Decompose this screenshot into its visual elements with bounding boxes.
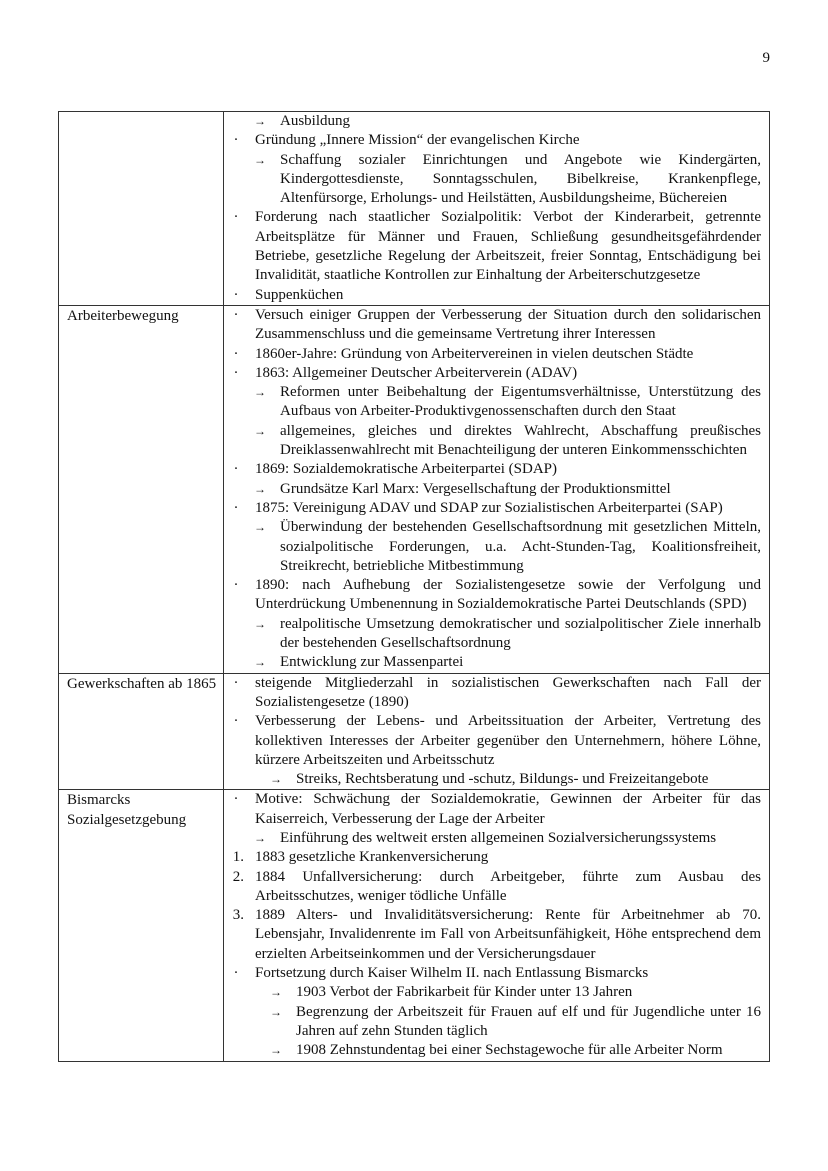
- topic-label: Arbeiterbewegung: [67, 307, 179, 324]
- bullet-icon: ·: [233, 713, 239, 730]
- bullet-icon: ·: [233, 461, 239, 478]
- arrow-item: [224, 422, 761, 461]
- arrow-item: [224, 383, 761, 422]
- bullet-item: [224, 712, 761, 770]
- bullet-item: [224, 460, 761, 479]
- arrow-item: [224, 1003, 761, 1042]
- item-text: Ausbildung: [280, 113, 351, 129]
- item-text: 1863: Allgemeiner Deutscher Arbeiterverein (ADAV): [255, 364, 578, 381]
- arrow-icon: →: [254, 114, 266, 128]
- item-text: Streiks, Rechtsberatung und -schutz, Bildungs- und Freizeitangebote: [296, 771, 709, 788]
- topic-label: Bismarcks Sozialgesetzgebung: [67, 792, 187, 828]
- item-text: 1890: nach Aufhebung der Sozialistengesetze sowie der Verfolgung und Unterdrückung Umbenennung in Sozialdemokratische Partei Deutschlands (SPD): [255, 577, 761, 613]
- arrow-icon: →: [254, 152, 266, 167]
- item-text: Einführung des weltweit ersten allgemeinen Sozialversicherungssystems: [280, 829, 717, 846]
- item-text: Forderung nach staatlicher Sozialpolitik: Verbot der Kinderarbeit, getrennte Arbeitsplätze für Männer und Frauen, Schließung gesundheitsgefährdender Betriebe, gesetzliche Regelung der Arbeitszeit, freier Sonntag, Entschädigung bei Invalidität, staatliche Kontrollen zur Einhaltung der Arbeiterschutzgesetze: [255, 209, 761, 284]
- numbered-item: [224, 868, 761, 907]
- content-cell: [224, 112, 770, 306]
- item-text: 1883 gesetzliche Krankenversicherung: [255, 849, 489, 866]
- item-text: 1875: Vereinigung ADAV und SDAP zur Sozialistischen Arbeiterpartei (SAP): [255, 499, 723, 516]
- bullet-item: [224, 499, 761, 518]
- item-number: 2.: [232, 868, 244, 885]
- bullet-icon: ·: [233, 577, 239, 594]
- item-number: 1.: [232, 849, 244, 866]
- item-text: Begrenzung der Arbeitszeit für Frauen auf elf und für Jugendliche unter 16 Jahren auf zehn Stunden täglich: [296, 1003, 761, 1039]
- topic-cell: [59, 112, 224, 306]
- table-row: [59, 112, 770, 306]
- bullet-item: [224, 306, 761, 345]
- item-number: 3.: [232, 907, 244, 924]
- item-text: Grundsätze Karl Marx: Vergesellschaftung der Produktionsmittel: [280, 480, 671, 497]
- arrow-icon: →: [270, 772, 282, 787]
- arrow-icon: →: [254, 616, 266, 631]
- bullet-item: [224, 364, 761, 383]
- item-text: Suppenküchen: [255, 286, 344, 303]
- topic-cell: [59, 673, 224, 790]
- content-cell: [224, 673, 770, 790]
- bullet-icon: ·: [233, 499, 239, 516]
- bullet-item: [224, 790, 761, 829]
- bullet-icon: ·: [233, 286, 239, 303]
- item-text: Reformen unter Beibehaltung der Eigentumsverhältnisse, Unterstützung des Aufbaus von Arbeiter-Produktivgenossenschaften durch den Staat: [280, 384, 761, 420]
- item-text: 1889 Alters- und Invaliditätsversicherung: Rente für Arbeitnehmer ab 70. Lebensjahr, Invalidenrente im Fall von Arbeitsunfähigkeit, Höhe entsprechend dem erzielten Arbeitseinkommen und der Versicherungsdauer: [255, 907, 761, 962]
- bullet-icon: ·: [233, 965, 239, 982]
- bullet-item: [224, 345, 761, 364]
- item-text: Fortsetzung durch Kaiser Wilhelm II. nach Entlassung Bismarcks: [255, 965, 649, 982]
- arrow-icon: →: [254, 423, 266, 438]
- bullet-icon: ·: [233, 209, 239, 226]
- item-text: Entwicklung zur Massenpartei: [280, 654, 464, 671]
- arrow-icon: →: [254, 655, 266, 670]
- content-cell: [224, 790, 770, 1061]
- arrow-icon: →: [254, 385, 266, 400]
- item-text: Verbesserung der Lebens- und Arbeitssituation der Arbeiter, Vertretung des kollektiven Interesses der Arbeiter gegenüber den Unternehmern, höhere Löhne, kürzere Arbeitszeiten und Arbeitsschutz: [255, 713, 761, 768]
- bullet-item: [224, 131, 761, 150]
- item-text: Motive: Schwächung der Sozialdemokratie, Gewinnen der Arbeiter für das Kaiserreich, Verbesserung der Lage der Arbeiter: [255, 791, 761, 827]
- arrow-icon: →: [270, 985, 282, 1000]
- bullet-item: [224, 674, 761, 713]
- item-text: Überwindung der bestehenden Gesellschaftsordnung mit gesetzlichen Mitteln, sozialpolitische Forderungen, u.a. Acht-Stunden-Tag, Koalitionsfreiheit, Streikrecht, betriebliche Mitbestimmung: [280, 519, 761, 574]
- table-row: [59, 790, 770, 1061]
- arrow-item: [224, 480, 761, 499]
- table-row: [59, 673, 770, 790]
- bullet-item: [224, 286, 761, 305]
- arrow-item: [224, 151, 761, 209]
- item-text: 1908 Zehnstundentag bei einer Sechstagewoche für alle Arbeiter Norm: [296, 1042, 723, 1059]
- bullet-icon: ·: [233, 364, 239, 381]
- arrow-icon: →: [270, 1004, 282, 1019]
- bullet-item: [224, 208, 761, 285]
- item-text: Gründung „Innere Mission“ der evangelischen Kirche: [255, 132, 580, 149]
- numbered-item: [224, 848, 761, 867]
- arrow-icon: →: [254, 481, 266, 496]
- bullet-icon: ·: [233, 345, 239, 362]
- bullet-icon: ·: [233, 674, 239, 691]
- arrow-item: [224, 615, 761, 654]
- arrow-item: [224, 829, 761, 848]
- topic-label: Gewerkschaften ab 1865: [67, 675, 217, 692]
- arrow-icon: →: [270, 1043, 282, 1058]
- arrow-item: [224, 518, 761, 576]
- arrow-item: [224, 653, 761, 672]
- content-table: [58, 111, 770, 1062]
- item-text: steigende Mitgliederzahl in sozialistischen Gewerkschaften nach Fall der Sozialistengesetze (1890): [255, 674, 761, 710]
- item-text: 1860er-Jahre: Gründung von Arbeitervereinen in vielen deutschen Städte: [255, 345, 694, 362]
- bullet-item: [224, 964, 761, 983]
- item-text: Versuch einiger Gruppen der Verbesserung der Situation durch den solidarischen Zusammenschluss und die gemeinsame Vertretung ihrer Interessen: [255, 306, 761, 343]
- bullet-icon: ·: [233, 132, 239, 149]
- arrow-icon: →: [254, 520, 266, 535]
- numbered-item: [224, 906, 761, 964]
- item-text: allgemeines, gleiches und direktes Wahlrecht, Abschaffung preußisches Dreiklassenwahlrecht mit Benachteiligung der unteren Einkommensschichten: [280, 422, 761, 459]
- arrow-item: [224, 983, 761, 1002]
- item-text: 1903 Verbot der Fabrikarbeit für Kinder unter 13 Jahren: [296, 984, 633, 1001]
- arrow-icon: →: [254, 830, 266, 845]
- content-cell: [224, 305, 770, 673]
- topic-cell: [59, 305, 224, 673]
- topic-cell: [59, 790, 224, 1061]
- bullet-icon: ·: [233, 306, 239, 323]
- page-number: 9: [762, 50, 770, 66]
- table-row: [59, 305, 770, 673]
- arrow-item: [224, 112, 761, 131]
- item-text: 1869: Sozialdemokratische Arbeiterpartei (SDAP): [255, 461, 558, 478]
- item-text: 1884 Unfallversicherung: durch Arbeitgeber, führte zum Ausbau des Arbeitsschutzes, weniger tödliche Unfälle: [255, 868, 761, 904]
- bullet-icon: ·: [233, 791, 239, 808]
- item-text: Schaffung sozialer Einrichtungen und Angebote wie Kindergärten, Kindergottesdienste, Sonntagsschulen, Bibelkreise, Krankenpflege, Altenfürsorge, Erholungs- und Heilstätten, Ausbildungsheime, Büchereien: [280, 151, 761, 207]
- bullet-item: [224, 576, 761, 615]
- arrow-item: [224, 770, 761, 789]
- arrow-item: [224, 1041, 761, 1060]
- item-text: realpolitische Umsetzung demokratischer und sozialpolitischer Ziele innerhalb der bestehenden Gesellschaftsordnung: [280, 615, 761, 652]
